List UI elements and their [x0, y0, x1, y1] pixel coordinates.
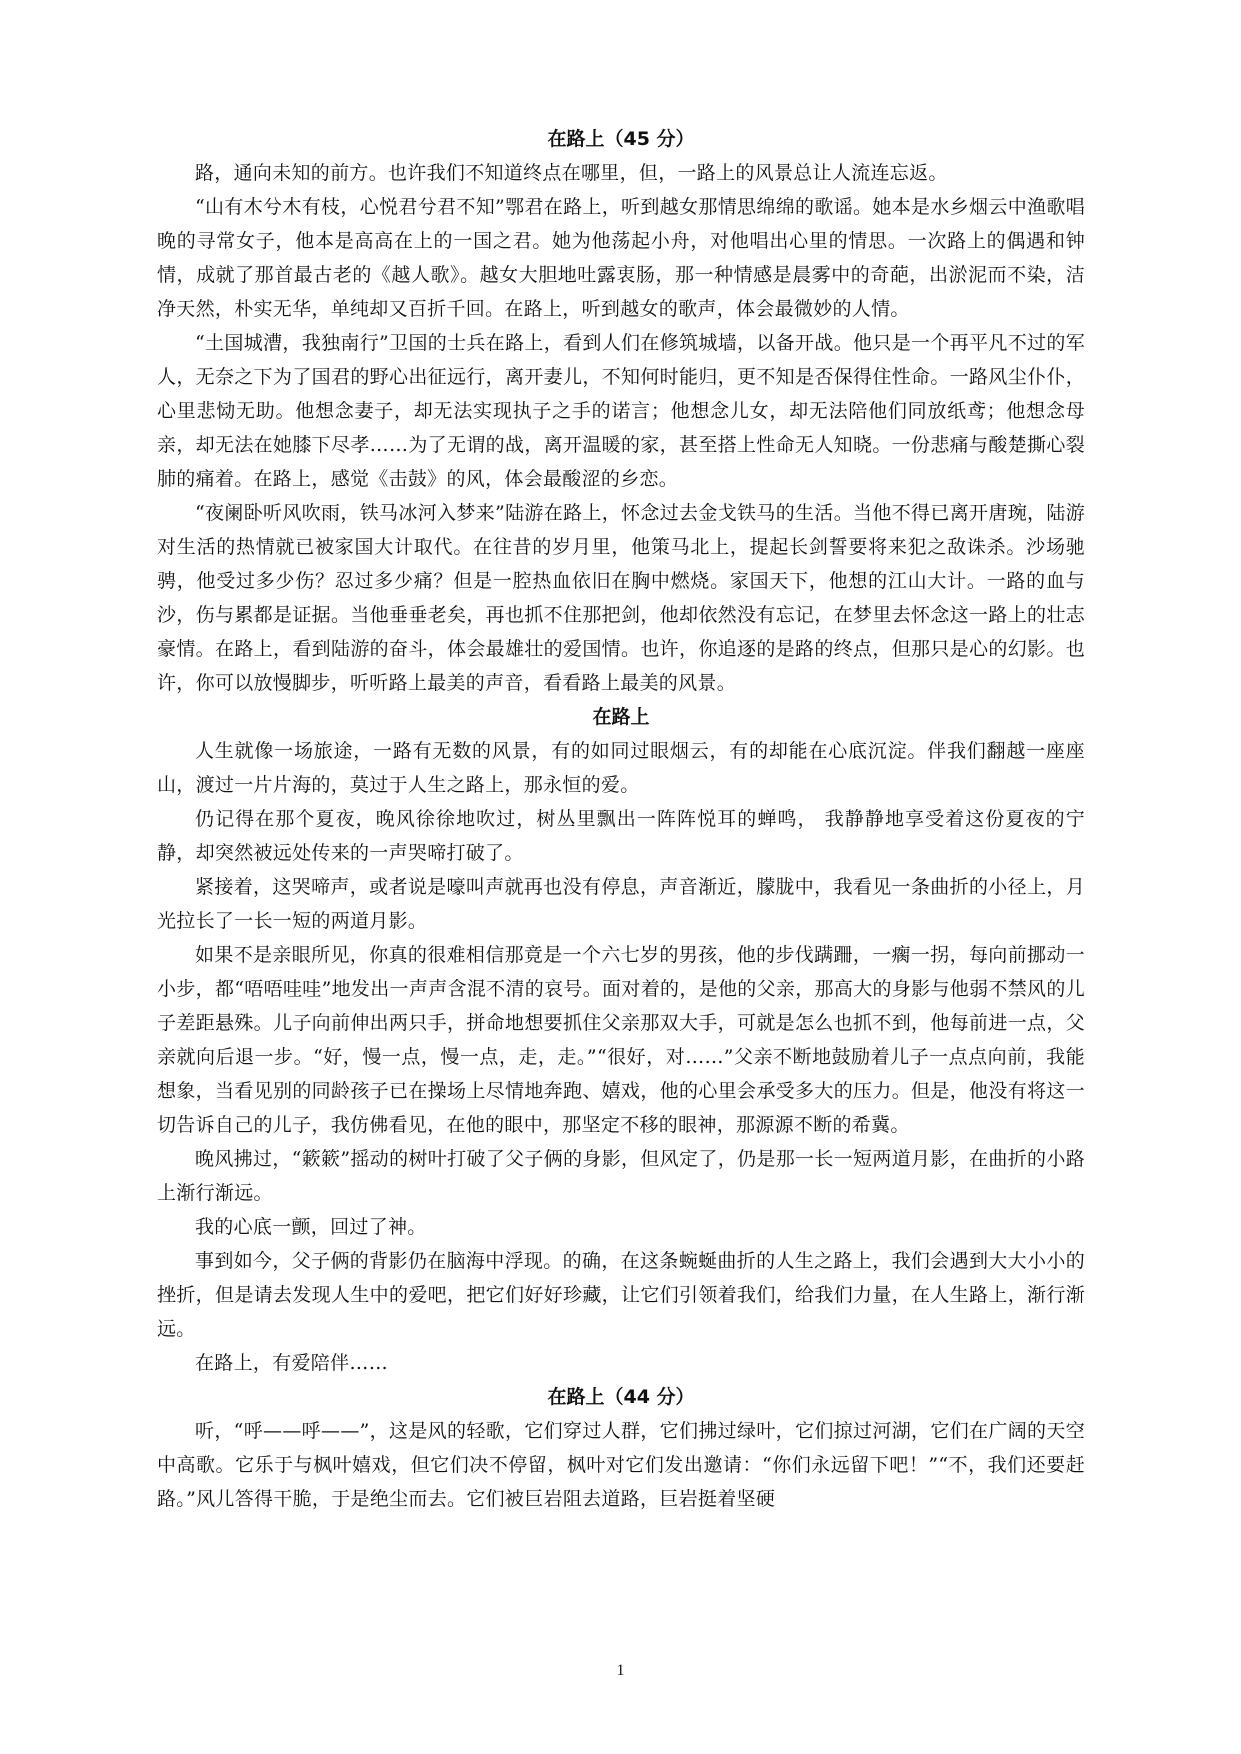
- paragraph: 听，“呼——呼——”，这是风的轻歌，它们穿过人群，它们拂过绿叶，它们掠过河湖，它们在广阔的天空中高歌。它乐于与枫叶嬉戏，但它们决不停留，枫叶对它们发出邀请：“你们永远留下吧！”“不，我们还要赶路。”风儿答得干脆，于是绝尘而去。它们被巨岩阻去道路，巨岩挺着坚硬: [157, 1420, 1085, 1510]
- document-page: [157, 122, 1085, 1516]
- paragraph: 在路上，有爱陪伴……: [195, 1352, 389, 1374]
- essay-2: [157, 700, 1085, 1380]
- essay-title: 在路上: [592, 706, 650, 728]
- paragraph: 我的心底一颤，回过了神。: [195, 1216, 427, 1238]
- paragraph: “山有木兮木有枝，心悦君兮君不知”鄂君在路上，听到越女那情思绵绵的歌谣。她本是水乡烟云中渔歌唱晚的寻常女子，他本是高高在上的一国之君。她为他荡起小舟，对他唱出心里的情思。一次路上的偶遇和钟情，成就了那首最古老的《越人歌》。越女大胆地吐露衷肠，那一种情感是晨雾中的奇葩，出淤泥而不染，洁净天然，朴实无华，单纯却又百折千回。在路上，听到越女的歌声，体会最微妙的人情。: [157, 196, 1085, 320]
- essay-title: 在路上（44 分）: [547, 1386, 695, 1408]
- paragraph: “土国城漕，我独南行”卫国的士兵在路上，看到人们在修筑城墙，以备开战。他只是一个再平凡不过的军人，无奈之下为了国君的野心出征远行，离开妻儿，不知何时能归，更不知是否保得住性命。一路风尘仆仆，心里悲恸无助。他想念妻子，却无法实现执子之手的诺言；他想念儿女，却无法陪他们同放纸鸢；他想念母亲，却无法在她膝下尽孝……为了无谓的战，离开温暖的家，甚至搭上性命无人知晓。一份悲痛与酸楚撕心裂肺的痛着。在路上，感觉《击鼓》的风，体会最酸涩的乡恋。: [157, 332, 1085, 490]
- essay-title: 在路上（45 分）: [547, 128, 695, 150]
- paragraph: 路，通向未知的前方。也许我们不知道终点在哪里，但，一路上的风景总让人流连忘返。: [195, 162, 948, 184]
- paragraph: 紧接着，这哭啼声，或者说是嚎叫声就再也没有停息，声音渐近，朦胧中，我看见一条曲折的小径上，月光拉长了一长一短的两道月影。: [157, 876, 1085, 932]
- page-number: 1: [616, 1662, 625, 1679]
- essay-1: [157, 122, 1085, 700]
- paragraph: 人生就像一场旅途，一路有无数的风景，有的如同过眼烟云，有的却能在心底沉淀。伴我们翻越一座座山，渡过一片片海的，莫过于人生之路上，那永恒的爱。: [157, 740, 1085, 796]
- paragraph: 事到如今，父子俩的背影仍在脑海中浮现。的确，在这条蜿蜒曲折的人生之路上，我们会遇到大大小小的挫折，但是请去发现人生中的爱吧，把它们好好珍藏，让它们引领着我们，给我们力量，在人生路上，渐行渐远。: [157, 1250, 1085, 1340]
- paragraph: 仍记得在那个夏夜，晚风徐徐地吹过，树丛里飘出一阵阵悦耳的蝉鸣， 我静静地享受着这份夏夜的宁静，却突然被远处传来的一声哭啼打破了。: [157, 808, 1085, 864]
- essay-3: [157, 1380, 1085, 1516]
- paragraph: 如果不是亲眼所见，你真的很难相信那竟是一个六七岁的男孩，他的步伐蹒跚，一瘸一拐，每向前挪动一小步，都“唔唔哇哇”地发出一声声含混不清的哀号。面对着的，是他的父亲，那高大的身影与他弱不禁风的儿子差距悬殊。儿子向前伸出两只手，拼命地想要抓住父亲那双大手，可就是怎么也抓不到，他每前进一点，父亲就向后退一步。“好，慢一点，慢一点，走，走。”“很好，对……”父亲不断地鼓励着儿子一点点向前，我能想象，当看见别的同龄孩子已在操场上尽情地奔跑、嬉戏，他的心里会承受多大的压力。但是，他没有将这一切告诉自己的儿子，我仿佛看见，在他的眼中，那坚定不移的眼神，那源源不断的希冀。: [157, 944, 1085, 1136]
- paragraph: 晚风拂过，“簌簌”摇动的树叶打破了父子俩的身影，但风定了，仍是那一长一短两道月影，在曲折的小路上渐行渐远。: [157, 1148, 1085, 1204]
- paragraph: “夜阑卧听风吹雨，铁马冰河入梦来”陆游在路上，怀念过去金戈铁马的生活。当他不得已离开唐琬，陆游对生活的热情就已被家国大计取代。在往昔的岁月里，他策马北上，提起长剑誓要将来犯之敌诛杀。沙场驰骋，他受过多少伤？忍过多少痛？但是一腔热血依旧在胸中燃烧。家国天下，他想的江山大计。一路的血与沙，伤与累都是证据。当他垂垂老矣，再也抓不住那把剑，他却依然没有忘记，在梦里去怀念这一路上的壮志豪情。在路上，看到陆游的奋斗，体会最雄壮的爱国情。也许，你追逐的是路的终点，但那只是心的幻影。也许，你可以放慢脚步，听听路上最美的声音，看看路上最美的风景。: [157, 502, 1085, 694]
